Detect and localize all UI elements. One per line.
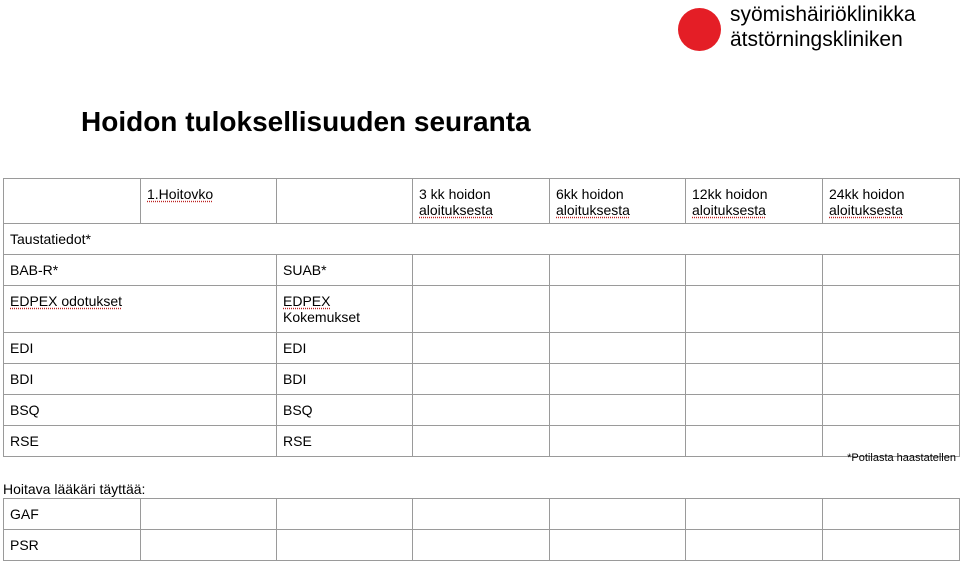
input-cell[interactable] xyxy=(141,499,277,530)
row-label: EDPEX odotukset xyxy=(4,286,277,333)
input-cell[interactable] xyxy=(550,499,686,530)
doctor-fills-label: Hoitava lääkäri täyttää: xyxy=(3,481,146,497)
table-row xyxy=(4,333,960,364)
input-cell[interactable] xyxy=(413,499,550,530)
input-cell[interactable] xyxy=(550,530,686,561)
input-cell[interactable] xyxy=(823,364,960,395)
input-cell[interactable] xyxy=(550,255,686,286)
row-label-2: RSE xyxy=(277,426,413,457)
input-cell[interactable] xyxy=(823,255,960,286)
table-row xyxy=(4,224,960,255)
row-label-2: BDI xyxy=(277,364,413,395)
header-cell-3kk: 3 kk hoidon aloituksesta xyxy=(413,179,550,224)
logo-line-1: syömishäiriöklinikka xyxy=(730,3,916,26)
input-cell[interactable] xyxy=(686,395,823,426)
row-label-2: SUAB* xyxy=(277,255,413,286)
table-row xyxy=(4,255,960,286)
page-title: Hoidon tuloksellisuuden seuranta xyxy=(81,106,531,137)
input-cell[interactable] xyxy=(686,426,823,457)
input-cell[interactable] xyxy=(686,530,823,561)
header-cell-24kk: 24kk hoidon aloituksesta xyxy=(823,179,960,224)
table-row xyxy=(4,395,960,426)
taustatiedot-cell: Taustatiedot* xyxy=(4,224,960,255)
input-cell[interactable] xyxy=(277,499,413,530)
input-cell[interactable] xyxy=(686,286,823,333)
row-label-2: EDI xyxy=(277,333,413,364)
table-row xyxy=(4,364,960,395)
row-label: EDI xyxy=(4,333,277,364)
table-row xyxy=(4,499,960,530)
input-cell[interactable] xyxy=(413,286,550,333)
interview-note: *Potilasta haastatellen xyxy=(847,452,956,464)
table-row xyxy=(4,286,960,333)
input-cell[interactable] xyxy=(413,530,550,561)
input-cell[interactable] xyxy=(823,530,960,561)
row-label: GAF xyxy=(4,499,141,530)
input-cell[interactable] xyxy=(550,286,686,333)
input-cell[interactable] xyxy=(413,255,550,286)
header-cell-empty xyxy=(277,179,413,224)
input-cell[interactable] xyxy=(277,530,413,561)
row-label: BDI xyxy=(4,364,277,395)
row-label: BSQ xyxy=(4,395,277,426)
input-cell[interactable] xyxy=(413,426,550,457)
input-cell[interactable] xyxy=(141,530,277,561)
header-cell-week1: 1.Hoitovko xyxy=(141,179,277,224)
header-empty xyxy=(4,179,141,224)
header-cell-12kk: 12kk hoidon aloituksesta xyxy=(686,179,823,224)
input-cell[interactable] xyxy=(823,395,960,426)
input-cell[interactable] xyxy=(413,333,550,364)
follow-up-table xyxy=(3,178,960,457)
input-cell[interactable] xyxy=(550,426,686,457)
logo-red-circle xyxy=(678,8,721,51)
table-row xyxy=(4,530,960,561)
input-cell[interactable] xyxy=(823,499,960,530)
input-cell[interactable] xyxy=(413,395,550,426)
table-row xyxy=(4,426,960,457)
input-cell[interactable] xyxy=(823,333,960,364)
input-cell[interactable] xyxy=(686,499,823,530)
row-label: PSR xyxy=(4,530,141,561)
input-cell[interactable] xyxy=(550,333,686,364)
row-label-2: BSQ xyxy=(277,395,413,426)
row-label-2: EDPEX Kokemukset xyxy=(277,286,413,333)
logo-text xyxy=(730,2,916,52)
input-cell[interactable] xyxy=(413,364,550,395)
input-cell[interactable] xyxy=(550,364,686,395)
row-label: BAB-R* xyxy=(4,255,277,286)
row-label: RSE xyxy=(4,426,277,457)
input-cell[interactable] xyxy=(686,255,823,286)
input-cell[interactable] xyxy=(823,286,960,333)
input-cell[interactable] xyxy=(550,395,686,426)
input-cell[interactable] xyxy=(686,364,823,395)
header-cell-6kk: 6kk hoidon aloituksesta xyxy=(550,179,686,224)
input-cell[interactable] xyxy=(686,333,823,364)
doctor-table xyxy=(3,498,960,561)
header-row xyxy=(4,179,960,224)
logo-line-2: ätstörningskliniken xyxy=(730,28,903,51)
